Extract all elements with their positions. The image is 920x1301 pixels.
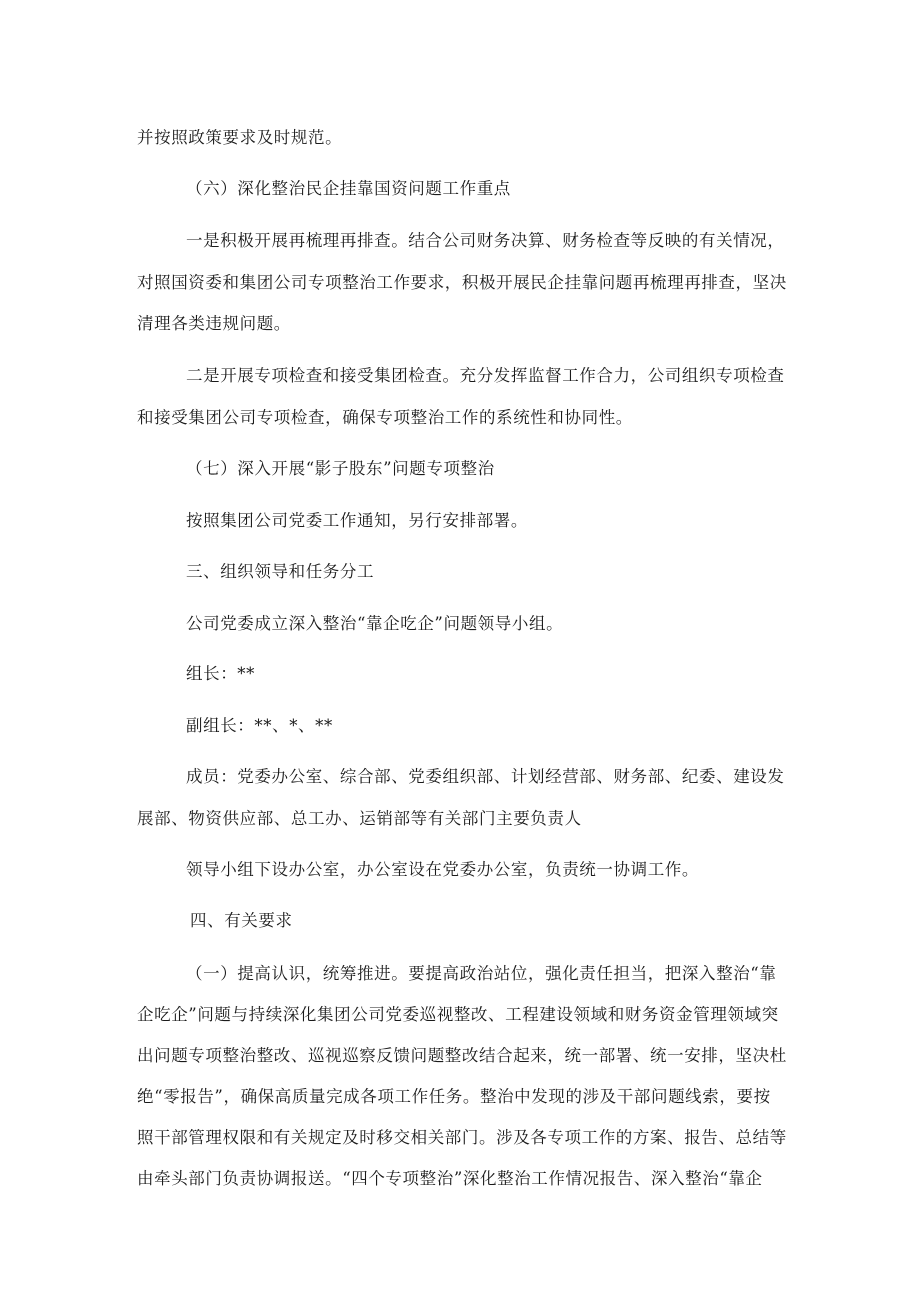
paragraph-four-1-line-1: （一）提高认识，统筹推进。要提高政治站位，强化责任担当，把深入整治“靠 xyxy=(186,964,777,983)
heading-section-six: （六）深化整治民企挂靠国资问题工作重点 xyxy=(186,179,511,198)
paragraph-leader-line: 组长：** xyxy=(186,664,255,683)
paragraph-four-1-line-3: 出问题专项整治整改、巡视巡察反馈问题整改结合起来，统一部署、统一安排，坚决杜 xyxy=(137,1046,787,1065)
paragraph-deputy-line: 副组长：**、*、** xyxy=(186,716,333,735)
heading-section-four: 四、有关要求 xyxy=(190,911,293,930)
paragraph-four-1-line-6: 由牵头部门负责协调报送。“四个专项整治”深化整治工作情况报告、深入整治“靠企 xyxy=(137,1169,763,1188)
paragraph-four-1-line-2: 企吃企”问题与持续深化集团公司党委巡视整改、工程建设领域和财务资金管理领域突 xyxy=(137,1005,779,1024)
paragraph-six-1-line-2: 对照国资委和集团公司专项整治工作要求，积极开展民企挂靠问题再梳理再排查，坚决 xyxy=(137,273,787,292)
heading-section-three: 三、组织领导和任务分工 xyxy=(186,562,375,581)
paragraph-six-1-line-3: 清理各类违规问题。 xyxy=(137,314,291,333)
heading-section-seven: （七）深入开展“影子股东”问题专项整治 xyxy=(186,459,495,478)
paragraph-six-1-line-1: 一是积极开展再梳理再排查。结合公司财务决算、财务检查等反映的有关情况， xyxy=(186,231,785,250)
paragraph-six-2-line-1: 二是开展专项检查和接受集团检查。充分发挥监督工作合力，公司组织专项检查 xyxy=(186,366,785,385)
paragraph-three-1-line-1: 公司党委成立深入整治“靠企吃企”问题领导小组。 xyxy=(186,614,564,633)
paragraph-continuation-line-1: 并按照政策要求及时规范。 xyxy=(137,128,343,147)
paragraph-members-line-2: 展部、物资供应部、总工办、运销部等有关部门主要负责人 xyxy=(137,809,582,828)
paragraph-seven-line-1: 按照集团公司党委工作通知，另行安排部署。 xyxy=(186,511,528,530)
paragraph-four-1-line-5: 照干部管理权限和有关规定及时移交相关部门。涉及各专项工作的方案、报告、总结等 xyxy=(137,1128,787,1147)
paragraph-four-1-line-4: 绝“零报告”，确保高质量完成各项工作任务。整治中发现的涉及干部问题线索，要按 xyxy=(137,1087,771,1106)
paragraph-six-2-line-2: 和接受集团公司专项检查，确保专项整治工作的系统性和协同性。 xyxy=(137,408,633,427)
paragraph-members-line-1: 成员：党委办公室、综合部、党委组织部、计划经营部、财务部、纪委、建设发 xyxy=(186,767,785,786)
paragraph-office-line-1: 领导小组下设办公室，办公室设在党委办公室，负责统一协调工作。 xyxy=(186,860,699,879)
